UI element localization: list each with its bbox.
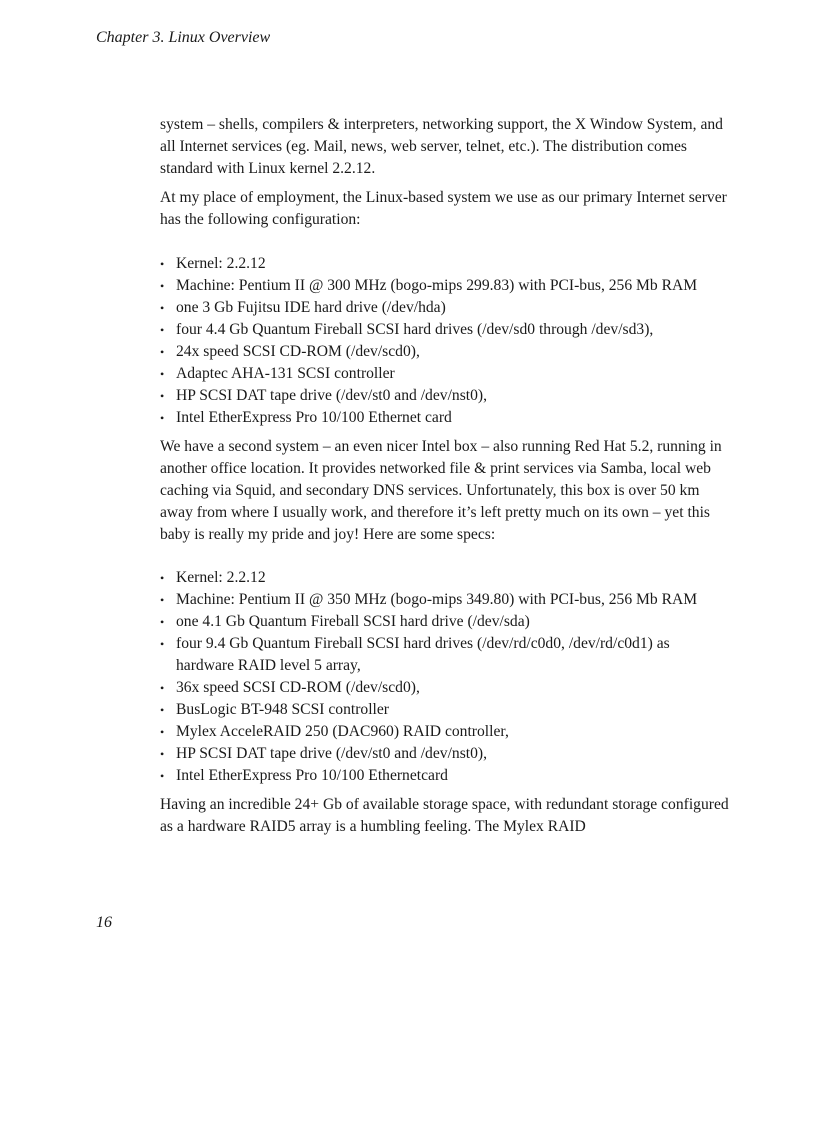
list-item-text: one 3 Gb Fujitsu IDE hard drive (/dev/hda) — [176, 299, 446, 316]
list-item — [160, 253, 730, 275]
bullet-icon: • — [160, 367, 165, 381]
list-item-text: Mylex AcceleRAID 250 (DAC960) RAID controller, — [176, 723, 509, 740]
list-item-text: Intel EtherExpress Pro 10/100 Ethernetcard — [176, 767, 448, 784]
list-item — [160, 589, 730, 611]
paragraph-closing: Having an incredible 24+ Gb of available storage space, with redundant storage configured as a hardware RAID5 array is a humbling feeling. The Mylex RAID — [160, 796, 729, 835]
list-item — [160, 699, 730, 721]
paragraph-intro: system – shells, compilers & interpreters, networking support, the X Window System, and all Internet services (eg. Mail, news, web server, telnet, etc.). The distribution comes standard with Linux kernel 2.2.12. — [160, 116, 723, 177]
page-number: 16 — [96, 914, 112, 931]
list-item — [160, 677, 730, 699]
paragraph-second-system: We have a second system – an even nicer Intel box – also running Red Hat 5.2, running in another office location. It provides networked file & print services via Samba, local web caching via Squid, and secondary DNS services. Unfortunately, this box is over 50 km away from where I usually work, and therefore it’s left pretty much on its own – yet this baby is really my pride and joy! Here are some specs: — [160, 438, 722, 543]
list-item — [160, 743, 730, 765]
list-item — [160, 567, 730, 589]
bullet-icon: • — [160, 323, 165, 337]
list-item-text: 24x speed SCSI CD-ROM (/dev/scd0), — [176, 343, 420, 360]
list-item-text: four 9.4 Gb Quantum Fireball SCSI hard drives (/dev/rd/c0d0, /dev/rd/c0d1) as hardware RAID level 5 array, — [176, 635, 670, 674]
bullet-icon: • — [160, 411, 165, 425]
list-item-text: Intel EtherExpress Pro 10/100 Ethernet card — [176, 409, 452, 426]
list-item — [160, 385, 730, 407]
list-item — [160, 407, 730, 429]
list-item — [160, 611, 730, 633]
running-header: Chapter 3. Linux Overview — [96, 29, 271, 46]
bullet-icon: • — [160, 257, 165, 271]
list-item-text: Kernel: 2.2.12 — [176, 255, 266, 272]
bullet-icon: • — [160, 747, 165, 761]
primary-server-spec-list — [160, 253, 730, 429]
list-item-text: HP SCSI DAT tape drive (/dev/st0 and /dev/nst0), — [176, 745, 487, 762]
bullet-icon: • — [160, 593, 165, 607]
bullet-icon: • — [160, 681, 165, 695]
bullet-icon: • — [160, 389, 165, 403]
list-item — [160, 721, 730, 743]
bullet-icon: • — [160, 769, 165, 783]
bullet-icon: • — [160, 637, 165, 651]
bullet-icon: • — [160, 615, 165, 629]
list-item — [160, 633, 730, 677]
bullet-icon: • — [160, 279, 165, 293]
list-item-text: Adaptec AHA-131 SCSI controller — [176, 365, 395, 382]
bullet-icon: • — [160, 301, 165, 315]
list-item — [160, 363, 730, 385]
bullet-icon: • — [160, 345, 165, 359]
list-item-text: one 4.1 Gb Quantum Fireball SCSI hard drive (/dev/sda) — [176, 613, 530, 630]
bullet-icon: • — [160, 571, 165, 585]
second-system-spec-list — [160, 567, 730, 787]
list-item-text: 36x speed SCSI CD-ROM (/dev/scd0), — [176, 679, 420, 696]
list-item-text: four 4.4 Gb Quantum Fireball SCSI hard drives (/dev/sd0 through /dev/sd3), — [176, 321, 654, 338]
list-item-text: BusLogic BT-948 SCSI controller — [176, 701, 389, 718]
bullet-icon: • — [160, 725, 165, 739]
list-item-text: Machine: Pentium II @ 350 MHz (bogo-mips 349.80) with PCI-bus, 256 Mb RAM — [176, 591, 698, 608]
list-item-text: Machine: Pentium II @ 300 MHz (bogo-mips 299.83) with PCI-bus, 256 Mb RAM — [176, 277, 698, 294]
list-item-text: Kernel: 2.2.12 — [176, 569, 266, 586]
list-item — [160, 765, 730, 787]
list-item — [160, 319, 730, 341]
bullet-icon: • — [160, 703, 165, 717]
list-item — [160, 275, 730, 297]
list-item — [160, 297, 730, 319]
list-item — [160, 341, 730, 363]
page-body — [160, 114, 730, 838]
list-item-text: HP SCSI DAT tape drive (/dev/st0 and /dev/nst0), — [176, 387, 487, 404]
paragraph-employment: At my place of employment, the Linux-based system we use as our primary Internet server has the following configuration: — [160, 189, 727, 228]
